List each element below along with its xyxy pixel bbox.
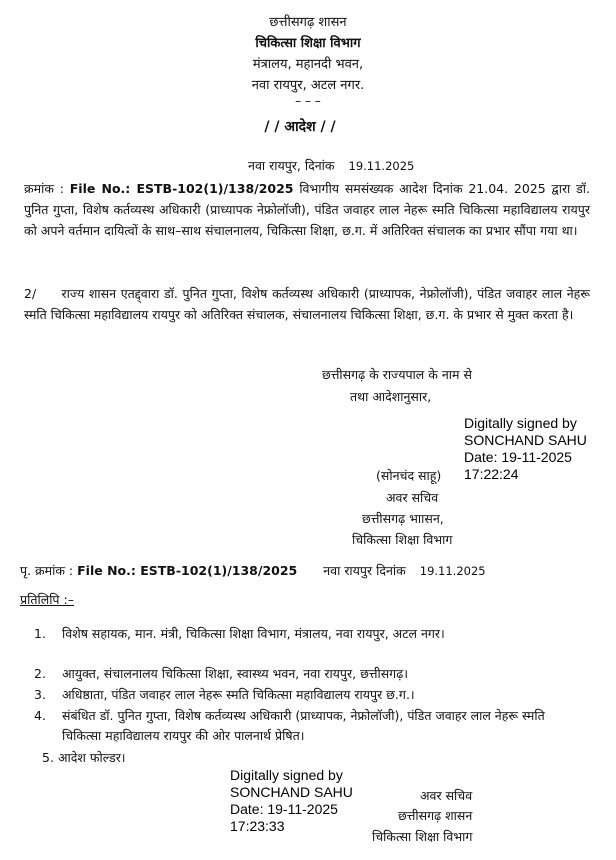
signatory-govt: छत्तीसगढ़ भाासन, <box>362 511 444 526</box>
ministry-address: मंत्रालय, महानदी भवन, <box>252 57 364 72</box>
order-title: / / आदेश / / <box>264 119 336 135</box>
governor-line-2: तथा आदेशानुसार, <box>350 389 432 404</box>
copy-to-label: प्रतिलिपि :– <box>20 592 74 607</box>
list-item-text: आयुक्त, संचालनालय चिकित्सा शिक्षा, स्वास्थ्य भवन, नवा रायपुर, छत्तीसगढ़। <box>62 666 408 681</box>
endorsement-date: 19.11.2025 <box>419 564 486 578</box>
signature-1-line-2: SONCHAND SAHU <box>464 432 587 448</box>
endorsement-file-number: File No.: ESTB-102(1)/138/2025 <box>77 563 298 578</box>
signature-2-line-4: 17:23:33 <box>230 818 285 834</box>
list-item <box>24 664 590 684</box>
file-number: File No.: ESTB-102(1)/138/2025 <box>69 181 294 196</box>
signatory-department: चिकित्सा शिक्षा विभाग <box>352 532 453 547</box>
list-item-number: 2. <box>34 666 46 681</box>
signatory-designation: अवर सचिव <box>386 490 439 505</box>
digital-signature-2 <box>230 767 353 835</box>
list-item-text: विशेष सहायक, मान. मंत्री, चिकित्सा शिक्षा विभाग, मंत्रालय, नवा रायपुर, अटल नगर। <box>62 626 445 641</box>
list-item-number: 3. <box>34 687 46 702</box>
signature-2-line-1: Digitally signed by <box>230 767 343 783</box>
signature-2-line-2: SONCHAND SAHU <box>230 784 353 800</box>
header-dashes: – – – <box>295 94 321 108</box>
govt-name: छत्तीसगढ़ शासन <box>269 15 347 30</box>
signature-2-line-3: Date: 19-11-2025 <box>230 801 338 817</box>
order-paragraph-1 <box>24 178 590 241</box>
city-address: नवा रायपुर, अटल नगर. <box>251 78 365 93</box>
list-item <box>24 748 590 768</box>
department-name: चिकित्सा शिक्षा विभाग <box>255 36 361 51</box>
ref-label: क्रमांक : <box>24 181 64 196</box>
signatory-2-govt: छत्तीसगढ़ शासन <box>398 808 473 823</box>
paragraph-1-text: विभागीय समसंख्यक आदेश दिनांक 21.04. 2025 द्वारा डॉ. पुनित गुप्ता, विशेष कर्तव्यस्थ अधिकारी (प्राध्यापक नेफ्रोलॉजी), पंडित जवाहर लाल नेहरू स्मति चिकित्सा महाविद्यालय रायपुर को अपने वर्तमान दायित्वों के साथ–साथ संचालनालय, चिकित्सा शिक्षा, छ.ग. में अतिरिक्त संचालक का प्रभार सौंपा गया था। <box>24 181 590 238</box>
signatory-2-department: चिकित्सा शिक्षा विभाग <box>372 829 473 844</box>
copy-list <box>24 624 590 774</box>
list-item <box>24 624 590 664</box>
order-date-line <box>248 157 414 174</box>
digital-signature-1 <box>464 415 587 483</box>
order-date: 19.11.2025 <box>348 159 415 173</box>
signature-1-line-4: 17:22:24 <box>464 466 519 482</box>
list-item-text: संबंधित डॉ. पुनित गुप्ता, विशेष कर्तव्यस्थ अधिकारी (प्राध्यापक, नेफ्रोलॉजी), पंडित जवाहर लाल नेहरू स्मति चिकित्सा महाविद्यालय रायपुर की ओर पालनार्थ प्रेषित। <box>62 708 545 743</box>
signature-1-line-1: Digitally signed by <box>464 415 577 431</box>
paragraph-2-text: राज्य शासन एतद्द्वारा डॉ. पुनित गुप्ता, विशेष कर्तव्यस्थ अधिकारी (प्राध्यापक, नेफ्रोलॉजी), पंडित जवाहर लाल नेहरू स्मति चिकित्सा महाविद्यालय रायपुर को अतिरिक्त संचालक, संचालनालय चिकित्सा शिक्षा, छ.ग. के प्रभार से मुक्त करता है। <box>24 286 591 322</box>
list-item-text: आदेश फोल्डर। <box>58 750 126 765</box>
list-item-number: 5. <box>42 750 54 765</box>
order-paragraph-2 <box>24 283 590 325</box>
list-item <box>24 685 590 705</box>
signature-1-line-3: Date: 19-11-2025 <box>464 449 572 465</box>
list-item-number: 4. <box>34 708 46 723</box>
endorsement-line <box>20 562 486 579</box>
list-item-number: 1. <box>34 626 46 641</box>
governor-line-1: छत्तीसगढ़ के राज्यपाल के नाम से <box>322 367 472 382</box>
signatory-2-designation: अवर सचिव <box>420 788 473 803</box>
list-item-text: अधिष्ठाता, पंडित जवाहर लाल नेहरू स्मति चिकित्सा महाविद्यालय रायपुर छ.ग.। <box>62 687 415 702</box>
paragraph-2-number: 2/ <box>24 286 37 301</box>
order-place: नवा रायपुर, दिनांक <box>248 158 335 173</box>
endorsement-ref-label: पृ. क्रमांक : <box>20 563 74 578</box>
endorsement-place: नवा रायपुर दिनांक <box>323 563 406 578</box>
list-item <box>24 706 590 746</box>
signatory-name: (सोनचंद साहू) <box>376 468 442 483</box>
